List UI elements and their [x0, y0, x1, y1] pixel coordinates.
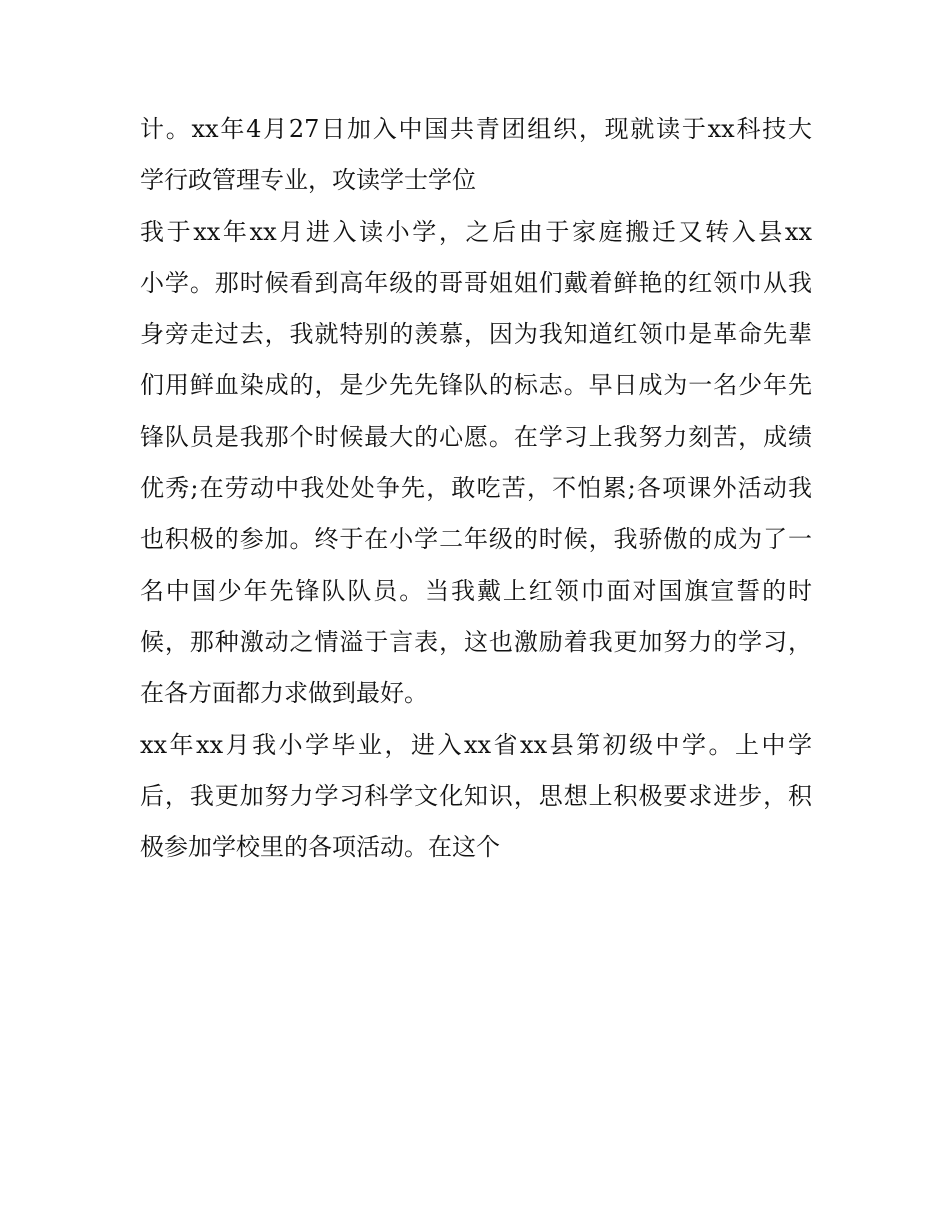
text-line: 名中国少年先锋队队员。当我戴上红领巾面对国旗宣誓的时 [140, 576, 812, 605]
text-line: xx年xx月我小学毕业，进入xx省xx县第初级中学。上中学 [140, 730, 812, 759]
text-line: 候，那种激动之情溢于言表，这也激励着我更加努力的学习， [140, 627, 812, 656]
text-line: 计。xx年4月27日加入中国共青团组织，现就读于xx科技大 [140, 115, 812, 143]
text-line: 后，我更加努力学习科学文化知识，思想上积极要求进步，积 [140, 781, 812, 810]
text-line: 也积极的参加。终于在小学二年级的时候，我骄傲的成为了一 [140, 525, 812, 554]
paragraph-3 [140, 720, 812, 874]
text-line: 们用鲜血染成的，是少先先锋队的标志。早日成为一名少年先 [140, 371, 812, 400]
text-line: 锋队员是我那个时候最大的心愿。在学习上我努力刻苦，成绩 [140, 422, 812, 451]
text-line: 身旁走过去，我就特别的羡慕，因为我知道红领巾是革命先辈 [140, 320, 812, 349]
text-line: 学行政管理专业，攻读学士学位 [140, 166, 476, 195]
paragraph-1 [140, 104, 812, 207]
body-text [140, 104, 812, 873]
text-line: 极参加学校里的各项活动。在这个 [140, 833, 500, 862]
text-line: 在各方面都力求做到最好。 [140, 679, 428, 708]
text-line: 我于xx年xx月进入读小学，之后由于家庭搬迁又转入县xx [140, 217, 812, 246]
paragraph-2 [140, 207, 812, 720]
text-line: 优秀;在劳动中我处处争先，敢吃苦，不怕累;各项课外活动我 [140, 474, 812, 503]
text-line: 小学。那时候看到高年级的哥哥姐姐们戴着鲜艳的红领巾从我 [140, 268, 812, 297]
